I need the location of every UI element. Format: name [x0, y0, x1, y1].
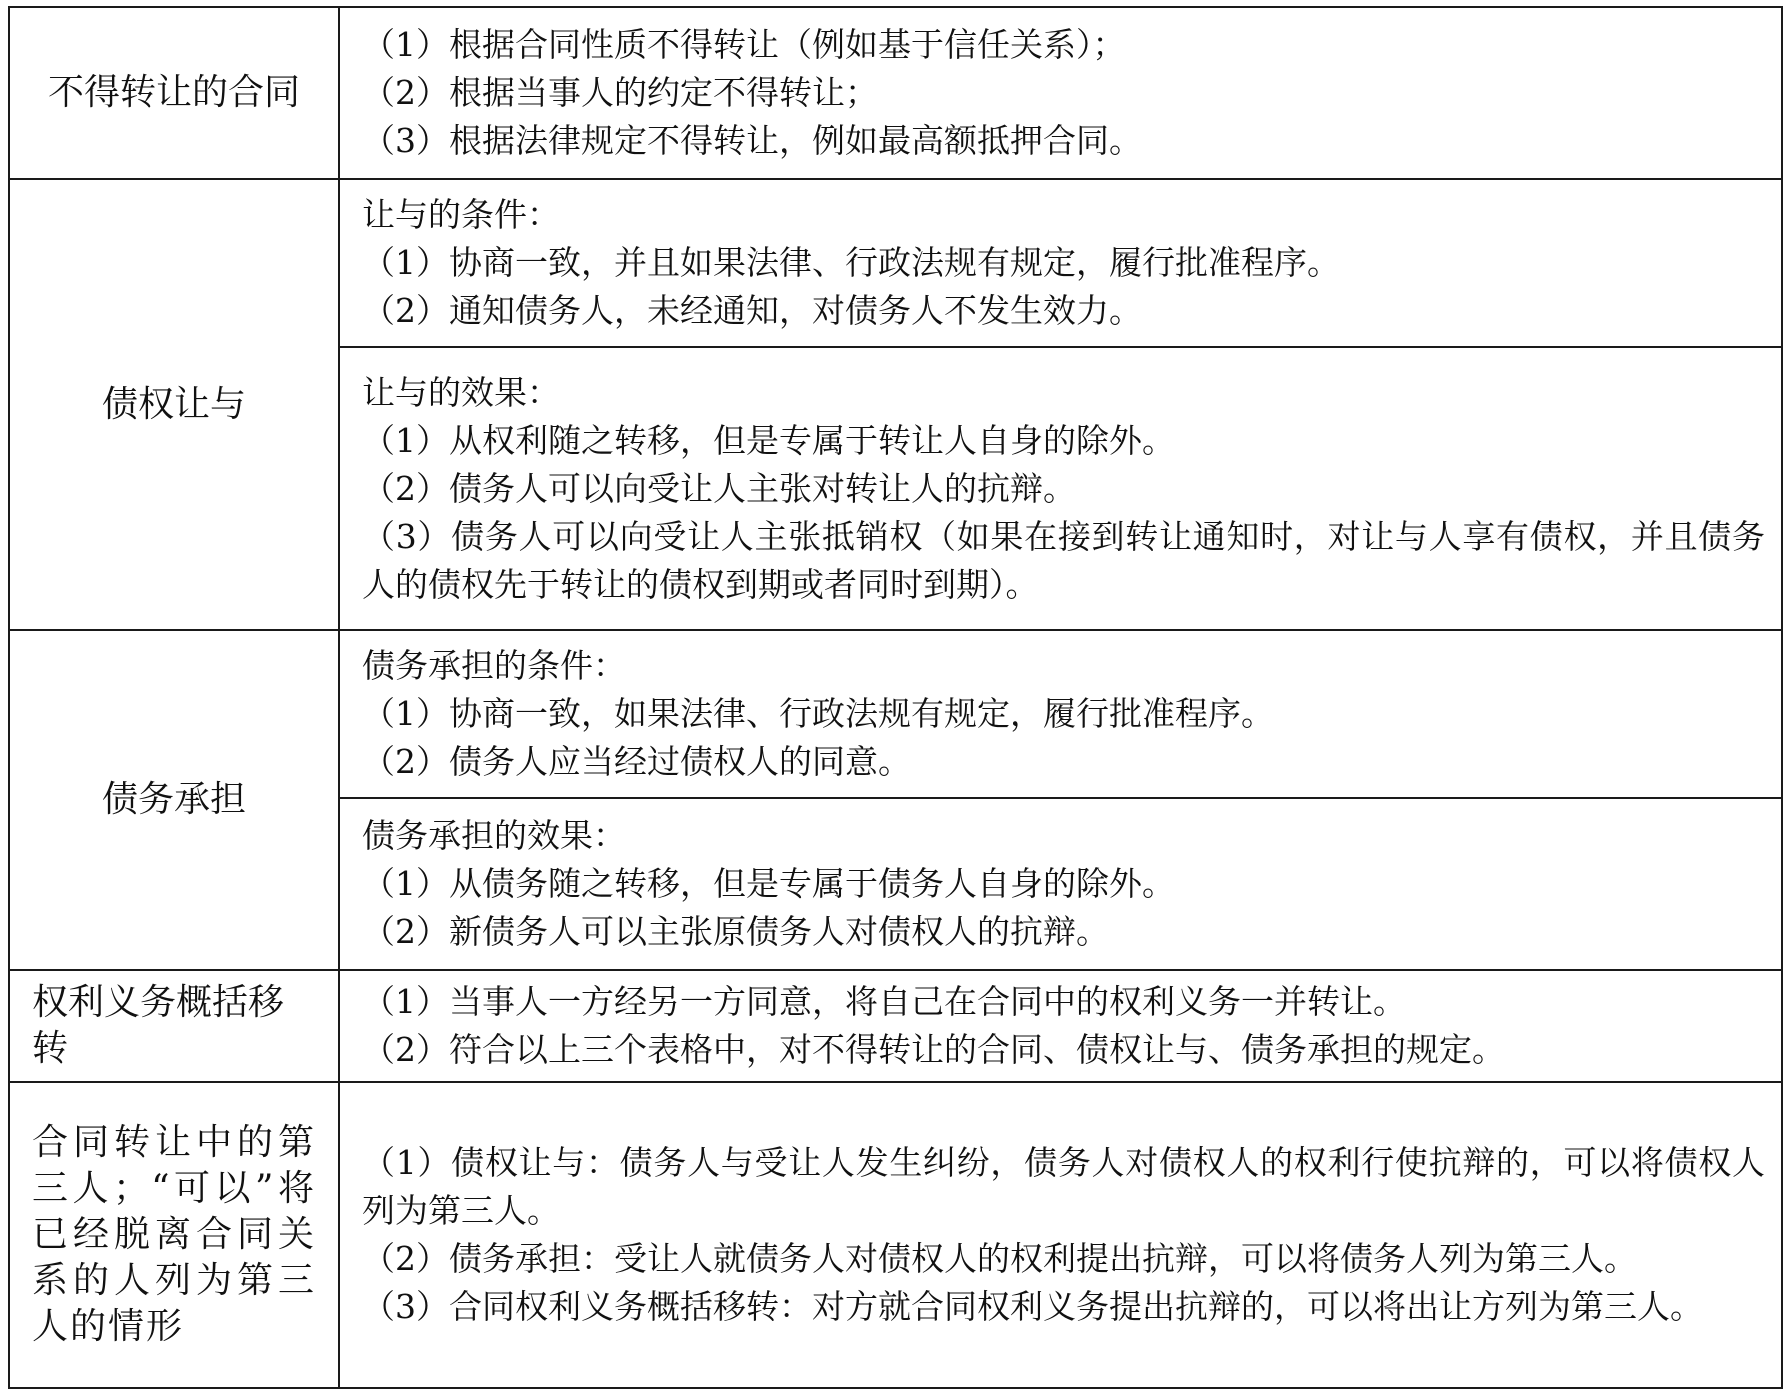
content-line: （3）合同权利义务概括移转：对方就合同权利义务提出抗辩的，可以将出让方列为第三人。 — [362, 1287, 1703, 1326]
content-line: 让与的效果： — [362, 372, 560, 412]
content-line: （2）根据当事人的约定不得转让； — [362, 73, 878, 112]
row-content — [339, 347, 1782, 630]
row-label: 债权让与 — [9, 179, 339, 630]
content-line: （1）债权让与：债务人与受让人发生纠纷，债务人对债权人的权利行使抗辩的，可以将债权人列为第三人。 — [362, 1143, 1765, 1230]
content-line: （2）债务人可以向受让人主张对转让人的抗辩。 — [362, 468, 1076, 508]
content-line: （1）根据合同性质不得转让（例如基于信任关系）； — [362, 25, 1126, 64]
row-content — [339, 798, 1782, 970]
table-row — [9, 1082, 1782, 1388]
content-line: 债务承担的条件： — [362, 646, 626, 685]
content-line: （2）债务承担：受让人就债务人对债权人的权利提出抗辩，可以将债务人列为第三人。 — [362, 1239, 1637, 1278]
row-content — [339, 179, 1782, 347]
row-label: 合同转让中的第三人；“可以”将已经脱离合同关系的人列为第三人的情形 — [9, 1082, 339, 1388]
table-row — [9, 179, 1782, 347]
content-line: （1）从权利随之转移，但是专属于转让人自身的除外。 — [362, 420, 1175, 460]
content-line: （1）协商一致，并且如果法律、行政法规有规定，履行批准程序。 — [362, 243, 1340, 282]
content-line: （2）符合以上三个表格中，对不得转让的合同、债权让与、债务承担的规定。 — [362, 1030, 1505, 1069]
content-table — [8, 6, 1783, 1389]
row-content — [339, 970, 1782, 1082]
content-line: （3）债务人可以向受让人主张抵销权（如果在接到转让通知时，对让与人享有债权，并且债务人的债权先于转让的债权到期或者同时到期）。 — [362, 516, 1765, 604]
table-row — [9, 7, 1782, 179]
row-label: 债务承担 — [9, 630, 339, 970]
row-content — [339, 630, 1782, 798]
row-label: 权利义务概括移转 — [9, 970, 339, 1082]
content-line: （1）协商一致，如果法律、行政法规有规定，履行批准程序。 — [362, 694, 1274, 733]
content-line: （2）债务人应当经过债权人的同意。 — [362, 742, 911, 781]
content-line: （3）根据法律规定不得转让，例如最高额抵押合同。 — [362, 121, 1142, 160]
content-line: （2）通知债务人，未经通知，对债务人不发生效力。 — [362, 291, 1142, 330]
row-content — [339, 7, 1782, 179]
table-row — [9, 630, 1782, 798]
content-line: 债务承担的效果： — [362, 816, 626, 855]
content-line: （2）新债务人可以主张原债务人对债权人的抗辩。 — [362, 912, 1109, 951]
content-line: （1）当事人一方经另一方同意，将自己在合同中的权利义务一并转让。 — [362, 982, 1406, 1021]
table-row — [9, 970, 1782, 1082]
content-line: 让与的条件： — [362, 195, 560, 234]
row-content — [339, 1082, 1782, 1388]
row-label: 不得转让的合同 — [9, 7, 339, 179]
content-line: （1）从债务随之转移，但是专属于债务人自身的除外。 — [362, 864, 1175, 903]
